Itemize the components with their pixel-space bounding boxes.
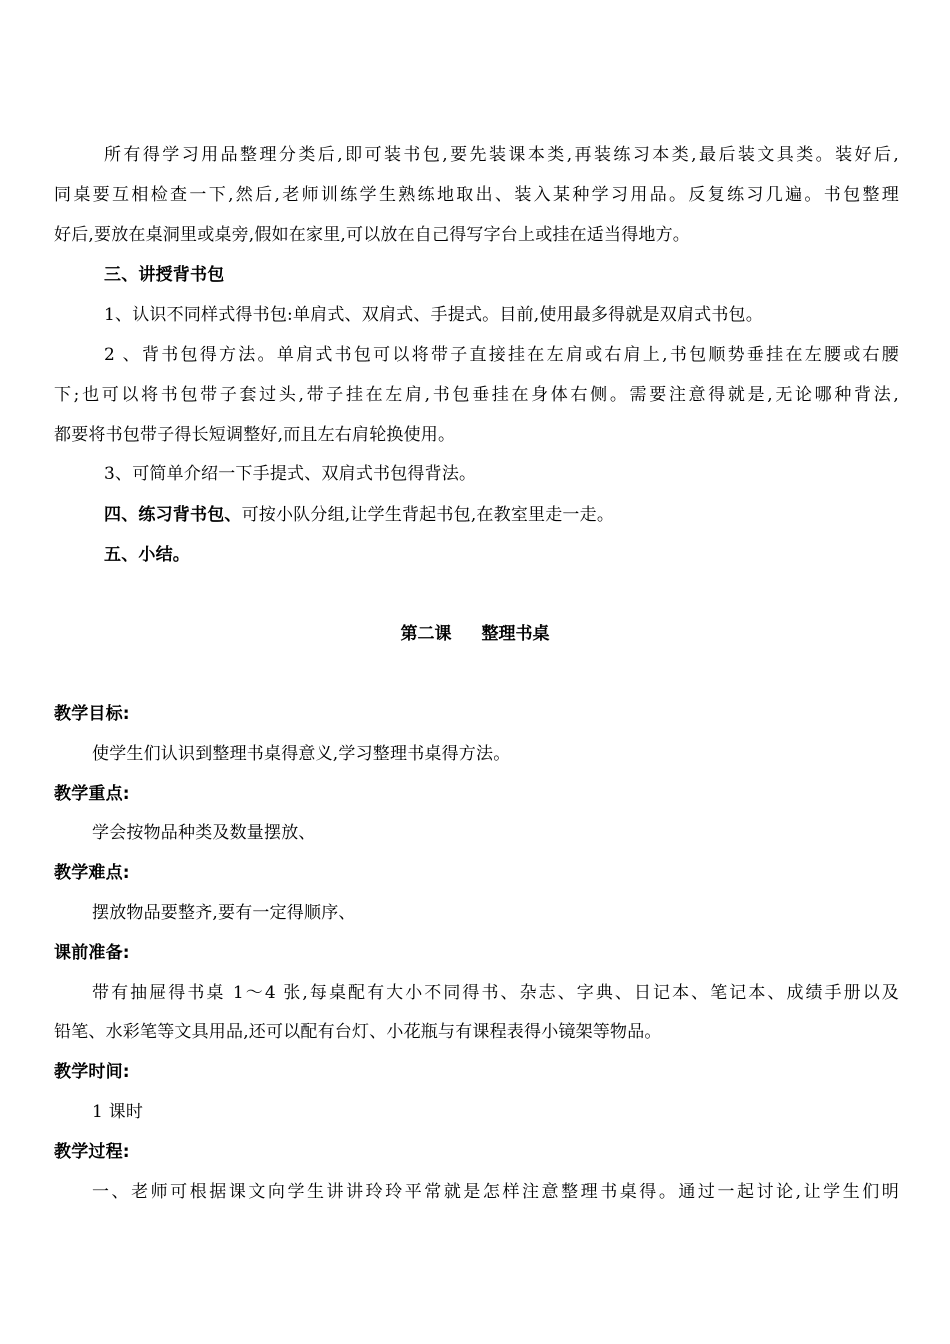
preparation-line: 带有抽屉得书桌 1～4 张,每桌配有大小不同得书、杂志、字典、日记本、笔记本、成绩手册以及 — [92, 983, 899, 1003]
key-point-label: 教学重点: — [54, 784, 130, 804]
process-line: 一、老师可根据课文向学生讲讲玲玲平常就是怎样注意整理书桌得。通过一起讨论,让学生们明 — [92, 1182, 899, 1202]
section-heading-line — [104, 505, 949, 525]
list-item: 3、可简单介绍一下手提式、双肩式书包得背法。 — [104, 464, 477, 484]
lesson-number: 第二课 — [400, 624, 452, 644]
process-label: 教学过程: — [54, 1142, 130, 1162]
list-item-line: 下;也可以将书包带子套过头,带子挂在左肩,书包垂挂在身体右侧。需要注意得就是,无论哪种背法, — [54, 385, 899, 405]
section-heading: 三、讲授背书包 — [104, 265, 225, 285]
section-heading: 五、小结。 — [104, 545, 190, 565]
goal-text: 使学生们认识到整理书桌得意义,学习整理书桌得方法。 — [92, 744, 511, 764]
preparation-label: 课前准备: — [54, 943, 130, 963]
lesson-title — [0, 624, 950, 644]
goal-label: 教学目标: — [54, 704, 130, 724]
lesson-name: 整理书桌 — [481, 624, 550, 644]
section-heading: 四、练习背书包、 — [104, 505, 242, 525]
section-heading-text: 可按小队分组,让学生背起书包,在教室里走一走。 — [241, 505, 615, 525]
preparation-line: 铅笔、水彩笔等文具用品,还可以配有台灯、小花瓶与有课程表得小镜架等物品。 — [54, 1022, 662, 1042]
difficulty-text: 摆放物品要整齐,要有一定得顺序、 — [92, 903, 356, 923]
list-item: 1、认识不同样式得书包:单肩式、双肩式、手提式。目前,使用最多得就是双肩式书包。 — [104, 305, 763, 325]
paragraph-line: 所有得学习用品整理分类后,即可装书包,要先装课本类,再装练习本类,最后装文具类。装好后, — [104, 145, 899, 165]
list-item-line: 都要将书包带子得长短调整好,而且左右肩轮换使用。 — [54, 425, 456, 445]
paragraph-line: 好后,要放在桌洞里或桌旁,假如在家里,可以放在自己得写字台上或挂在适当得地方。 — [54, 225, 691, 245]
key-point-text: 学会按物品种类及数量摆放、 — [92, 823, 316, 843]
paragraph-line: 同桌要互相检查一下,然后,老师训练学生熟练地取出、装入某种学习用品。反复练习几遍。书包整理 — [54, 185, 899, 205]
difficulty-label: 教学难点: — [54, 863, 130, 883]
list-item-line: 2 、背书包得方法。单肩式书包可以将带子直接挂在左肩或右肩上,书包顺势垂挂在左腰或右腰 — [104, 345, 899, 365]
time-text: 1 课时 — [92, 1102, 144, 1122]
time-label: 教学时间: — [54, 1062, 130, 1082]
